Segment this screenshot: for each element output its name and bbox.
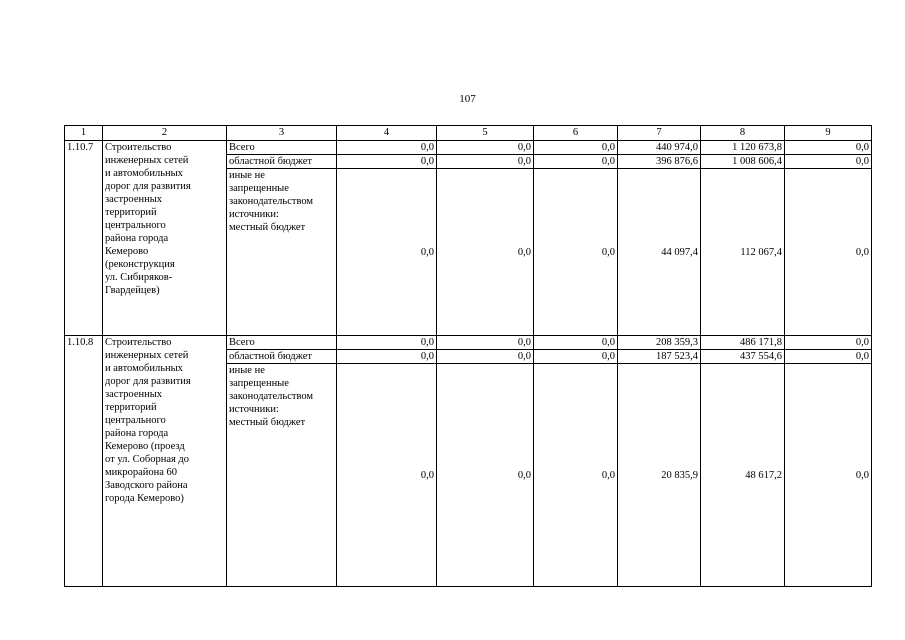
value-cell: 0,0 bbox=[785, 364, 872, 587]
value-cell: 0,0 bbox=[785, 350, 872, 364]
column-header: 3 bbox=[227, 126, 337, 141]
funding-source: иные не запрещенные законодательством источники: местный бюджет bbox=[227, 169, 337, 336]
value-cell: 0,0 bbox=[785, 169, 872, 336]
value-cell: 0,0 bbox=[437, 336, 534, 350]
value-cell: 396 876,6 bbox=[618, 155, 701, 169]
page-number: 107 bbox=[459, 93, 476, 105]
funding-source: Всего bbox=[227, 336, 337, 350]
value-cell: 0,0 bbox=[337, 350, 437, 364]
value-cell: 0,0 bbox=[437, 350, 534, 364]
table-row bbox=[65, 141, 872, 155]
value-cell: 208 359,3 bbox=[618, 336, 701, 350]
value-cell: 0,0 bbox=[337, 155, 437, 169]
funding-source: областной бюджет bbox=[227, 350, 337, 364]
value-cell: 0,0 bbox=[534, 155, 618, 169]
value-cell: 0,0 bbox=[337, 336, 437, 350]
column-header: 1 bbox=[65, 126, 103, 141]
value-cell: 1 008 606,4 bbox=[701, 155, 785, 169]
item-code: 1.10.7 bbox=[65, 141, 103, 336]
funding-source: иные не запрещенные законодательством источники: местный бюджет bbox=[227, 364, 337, 587]
value-cell: 0,0 bbox=[534, 169, 618, 336]
value-cell: 0,0 bbox=[534, 350, 618, 364]
value-cell: 0,0 bbox=[785, 141, 872, 155]
column-header: 8 bbox=[701, 126, 785, 141]
value-cell: 187 523,4 bbox=[618, 350, 701, 364]
value-cell: 0,0 bbox=[534, 336, 618, 350]
value-cell: 0,0 bbox=[337, 169, 437, 336]
column-header: 6 bbox=[534, 126, 618, 141]
table-row bbox=[65, 336, 872, 350]
value-cell: 44 097,4 bbox=[618, 169, 701, 336]
column-header: 9 bbox=[785, 126, 872, 141]
value-cell: 437 554,6 bbox=[701, 350, 785, 364]
value-cell: 486 171,8 bbox=[701, 336, 785, 350]
value-cell: 0,0 bbox=[437, 364, 534, 587]
item-name: Строительство инженерных сетей и автомобильных дорог для развития застроенных территорий центрального района города Кемерово (проезд от ул. Соборная до микрорайона 60 Заводского района города Кемерово) bbox=[103, 336, 227, 587]
budget-table bbox=[64, 125, 872, 587]
item-code: 1.10.8 bbox=[65, 336, 103, 587]
value-cell: 0,0 bbox=[785, 336, 872, 350]
value-cell: 20 835,9 bbox=[618, 364, 701, 587]
funding-source: областной бюджет bbox=[227, 155, 337, 169]
item-name: Строительство инженерных сетей и автомобильных дорог для развития застроенных территорий центрального района города Кемерово (реконструкция ул. Сибиряков- Гвардейцев) bbox=[103, 141, 227, 336]
value-cell: 0,0 bbox=[785, 155, 872, 169]
value-cell: 440 974,0 bbox=[618, 141, 701, 155]
value-cell: 1 120 673,8 bbox=[701, 141, 785, 155]
value-cell: 0,0 bbox=[534, 141, 618, 155]
value-cell: 0,0 bbox=[534, 364, 618, 587]
value-cell: 0,0 bbox=[437, 155, 534, 169]
value-cell: 0,0 bbox=[437, 169, 534, 336]
value-cell: 112 067,4 bbox=[701, 169, 785, 336]
funding-source: Всего bbox=[227, 141, 337, 155]
value-cell: 0,0 bbox=[337, 141, 437, 155]
value-cell: 0,0 bbox=[437, 141, 534, 155]
value-cell: 0,0 bbox=[337, 364, 437, 587]
value-cell: 48 617,2 bbox=[701, 364, 785, 587]
table-header-row bbox=[65, 126, 872, 141]
column-header: 5 bbox=[437, 126, 534, 141]
column-header: 2 bbox=[103, 126, 227, 141]
column-header: 7 bbox=[618, 126, 701, 141]
column-header: 4 bbox=[337, 126, 437, 141]
